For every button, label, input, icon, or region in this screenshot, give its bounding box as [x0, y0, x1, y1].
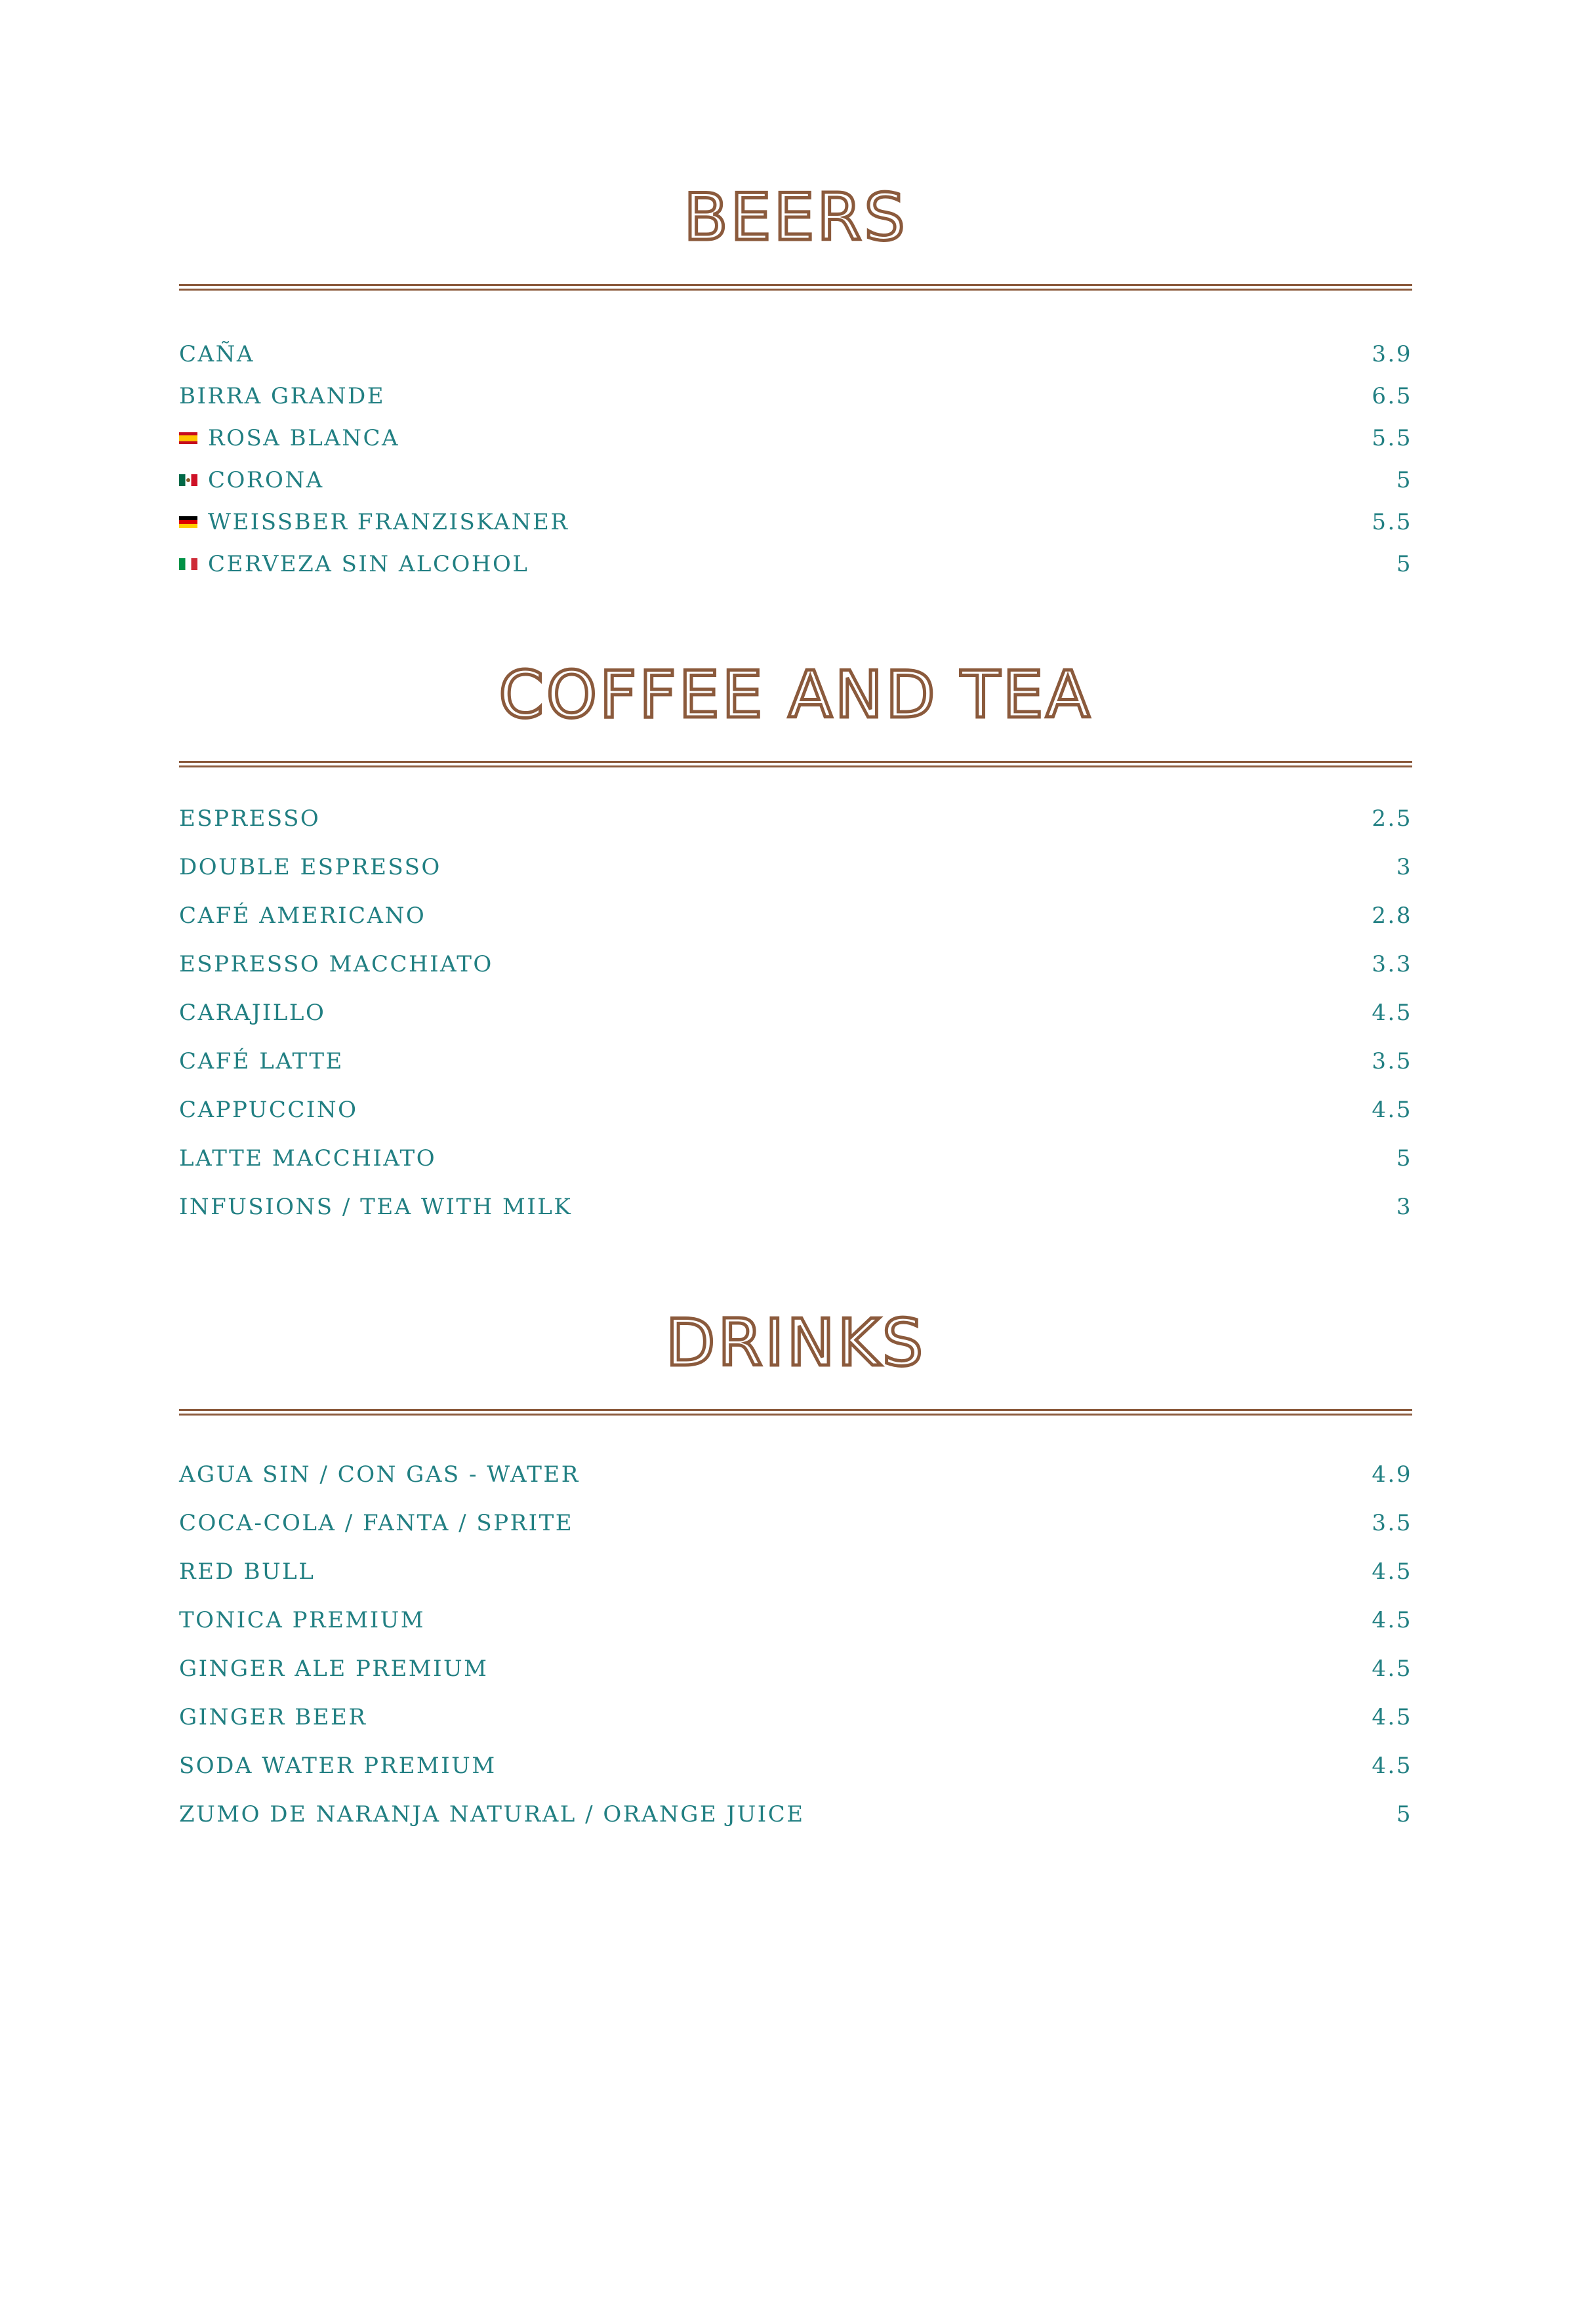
mexico-flag-icon [179, 474, 197, 486]
item-price: 5.5 [1372, 425, 1412, 451]
menu-item [179, 508, 1412, 537]
menu-item [179, 1509, 1412, 1538]
item-price: 3.5 [1372, 1048, 1412, 1074]
item-price: 5.5 [1372, 509, 1412, 535]
item-price: 4.5 [1372, 1704, 1412, 1730]
item-name: SODA WATER PREMIUM [179, 1753, 497, 1779]
item-price: 3.9 [1372, 341, 1412, 367]
item-name: CARAJILLO [179, 1000, 326, 1026]
beers-divider [179, 284, 1412, 291]
item-price: 4.5 [1372, 1097, 1412, 1123]
menu-item [179, 1095, 1412, 1124]
item-name: COCA-COLA / FANTA / SPRITE [179, 1510, 574, 1536]
menu-item [179, 950, 1412, 979]
item-name: CAÑA [179, 341, 254, 367]
menu-item [179, 1557, 1412, 1586]
item-name: DOUBLE ESPRESSO [179, 854, 441, 880]
menu-item [179, 1460, 1412, 1489]
menu-item [179, 1703, 1412, 1732]
item-name: ESPRESSO [179, 805, 321, 832]
menu-item [179, 1654, 1412, 1683]
beers-title: BEERS [683, 180, 908, 255]
item-name: TONICA PREMIUM [179, 1607, 426, 1633]
item-name: WEISSBER FRANZISKANER [208, 509, 569, 535]
item-name: ZUMO DE NARANJA NATURAL / ORANGE JUICE [179, 1801, 805, 1827]
menu-item [179, 382, 1412, 411]
menu-item [179, 901, 1412, 930]
item-price: 2.5 [1372, 805, 1412, 832]
menu-item [179, 466, 1412, 495]
menu-item [179, 998, 1412, 1027]
menu-item [179, 424, 1412, 453]
item-name: CORONA [208, 467, 324, 493]
item-price: 3 [1396, 1194, 1412, 1220]
germany-flag-icon [179, 516, 197, 528]
item-price: 4.5 [1372, 1607, 1412, 1633]
item-price: 6.5 [1372, 383, 1412, 409]
item-name: LATTE MACCHIATO [179, 1145, 437, 1172]
menu-item [179, 1751, 1412, 1780]
item-name: ROSA BLANCA [208, 425, 400, 451]
item-name: AGUA SIN / CON GAS - WATER [179, 1461, 580, 1488]
coffee-tea-title: COFFEE AND TEA [499, 658, 1093, 733]
item-name: GINGER ALE PREMIUM [179, 1656, 489, 1682]
menu-item [179, 1606, 1412, 1635]
item-name: INFUSIONS / TEA WITH MILK [179, 1194, 573, 1220]
spain-flag-icon [179, 432, 197, 444]
italy-flag-icon [179, 558, 197, 570]
item-name: CAPPUCCINO [179, 1097, 358, 1123]
menu-item [179, 804, 1412, 833]
item-name: CERVEZA SIN ALCOHOL [208, 551, 529, 577]
item-price: 4.5 [1372, 1000, 1412, 1026]
item-price: 4.5 [1372, 1559, 1412, 1585]
menu-item [179, 550, 1412, 579]
drinks-divider [179, 1409, 1412, 1416]
menu-item [179, 1144, 1412, 1173]
menu-item [179, 853, 1412, 882]
drinks-title: DRINKS [665, 1306, 926, 1381]
item-name: ESPRESSO MACCHIATO [179, 951, 493, 977]
item-price: 4.5 [1372, 1753, 1412, 1779]
item-price: 5 [1396, 467, 1412, 493]
menu-item [179, 1047, 1412, 1076]
item-price: 4.5 [1372, 1656, 1412, 1682]
item-price: 3.3 [1372, 951, 1412, 977]
item-name: BIRRA GRANDE [179, 383, 386, 409]
item-name: GINGER BEER [179, 1704, 367, 1730]
item-price: 4.9 [1372, 1461, 1412, 1488]
menu-item [179, 1800, 1412, 1829]
item-name: CAFÉ AMERICANO [179, 903, 426, 929]
item-price: 5 [1396, 1145, 1412, 1172]
item-price: 3 [1396, 854, 1412, 880]
item-name: RED BULL [179, 1559, 316, 1585]
item-price: 5 [1396, 1801, 1412, 1827]
item-name: CAFÉ LATTE [179, 1048, 344, 1074]
item-price: 5 [1396, 551, 1412, 577]
item-price: 3.5 [1372, 1510, 1412, 1536]
menu-item [179, 340, 1412, 369]
menu-item [179, 1193, 1412, 1221]
item-price: 2.8 [1372, 903, 1412, 929]
coffee-tea-divider [179, 761, 1412, 767]
